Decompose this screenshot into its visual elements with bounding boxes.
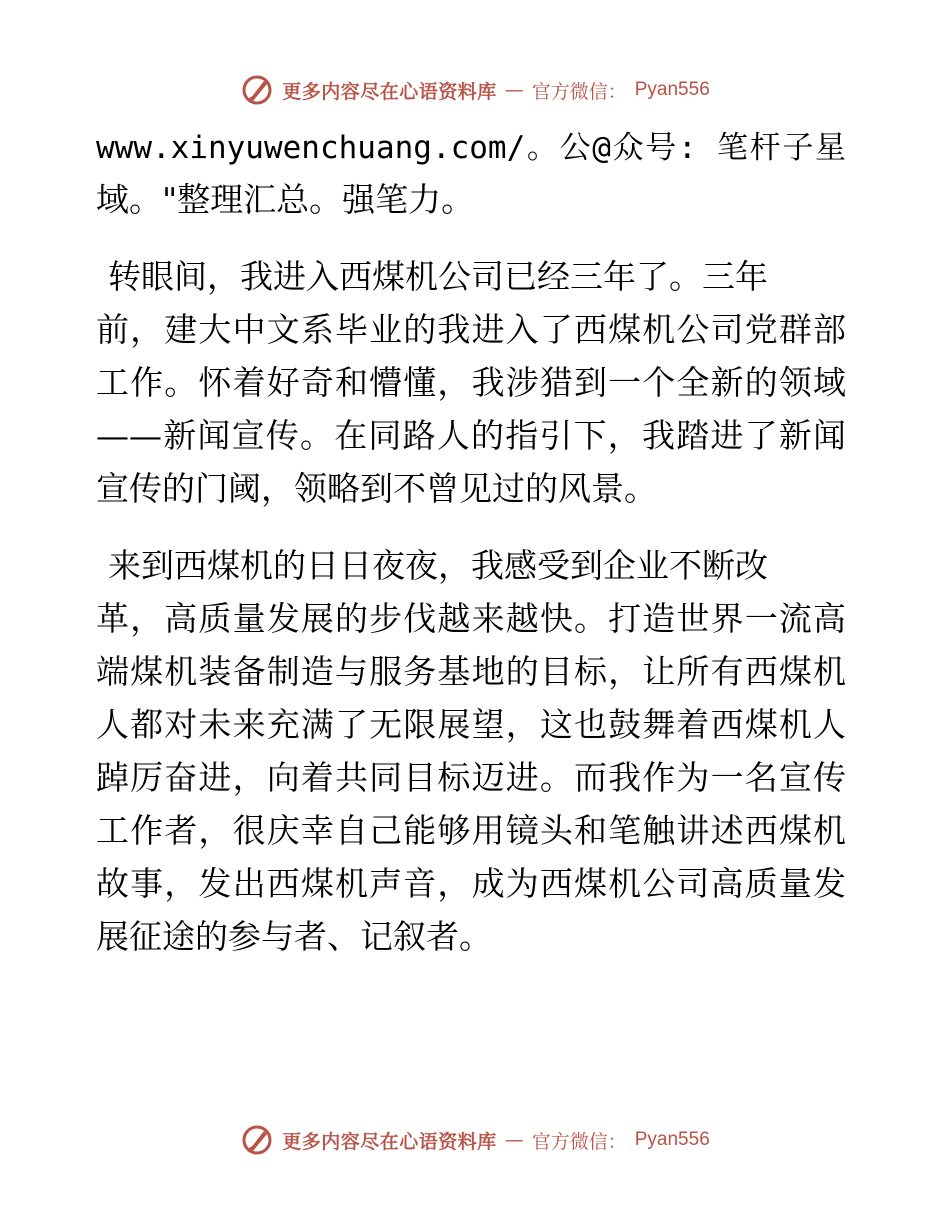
- paragraph-intro: [96, 250, 856, 515]
- text-line: 转眼间，我进入西煤机公司已经三年了。三年: [108, 257, 768, 296]
- banner-main-text: 更多内容尽在心语资料库: [282, 1130, 497, 1153]
- banner-wechat-id: Pyan556: [634, 79, 710, 100]
- quill-pen-logo-icon: [240, 73, 274, 107]
- banner-wechat-id: Pyan556: [634, 1129, 710, 1150]
- paragraph-development: [96, 539, 856, 963]
- banner-separator: —: [504, 79, 524, 101]
- text-line: 踔厉奋进，向着共同目标迈进。而我作为一名宣传: [96, 758, 846, 797]
- paragraph-source-note: [96, 120, 856, 226]
- document-body: [96, 120, 856, 963]
- text-line: ——新闻宣传。在同路人的指引下，我踏进了新闻: [96, 416, 846, 455]
- banner-wechat-label: 官方微信：: [531, 80, 627, 103]
- text-line: 工作。怀着好奇和懵懂，我涉猎到一个全新的领域: [96, 363, 846, 402]
- text-line: 域。"整理汇总。强笔力。: [96, 180, 475, 219]
- text-line: 展征途的参与者、记叙者。: [96, 917, 492, 956]
- text-line: 来到西煤机的日日夜夜，我感受到企业不断改: [108, 546, 768, 585]
- text-line: 革，高质量发展的步伐越来越快。打造世界一流高: [96, 599, 846, 638]
- text-line: 故事，发出西煤机声音，成为西煤机公司高质量发: [96, 864, 846, 903]
- text-line: 前，建大中文系毕业的我进入了西煤机公司党群部: [96, 310, 846, 349]
- text-line: 端煤机装备制造与服务基地的目标，让所有西煤机: [96, 652, 846, 691]
- header-banner: [0, 68, 950, 112]
- text-line: [96, 120, 846, 173]
- banner-wechat-label: 官方微信：: [531, 1130, 627, 1153]
- footer-banner: [0, 1118, 950, 1162]
- banner-separator: —: [504, 1129, 524, 1151]
- quill-pen-logo-icon: [240, 1123, 274, 1157]
- text-line: 人都对未来充满了无限展望，这也鼓舞着西煤机人: [96, 705, 846, 744]
- text-line: 宣传的门阈，领略到不曾见过的风景。: [96, 469, 657, 508]
- banner-main-text: 更多内容尽在心语资料库: [282, 80, 497, 103]
- source-url-line: www.xinyuwenchuang.com/。公@众号: 笔杆子星: [96, 130, 846, 166]
- text-line: 工作者，很庆幸自己能够用镜头和笔触讲述西煤机: [96, 811, 846, 850]
